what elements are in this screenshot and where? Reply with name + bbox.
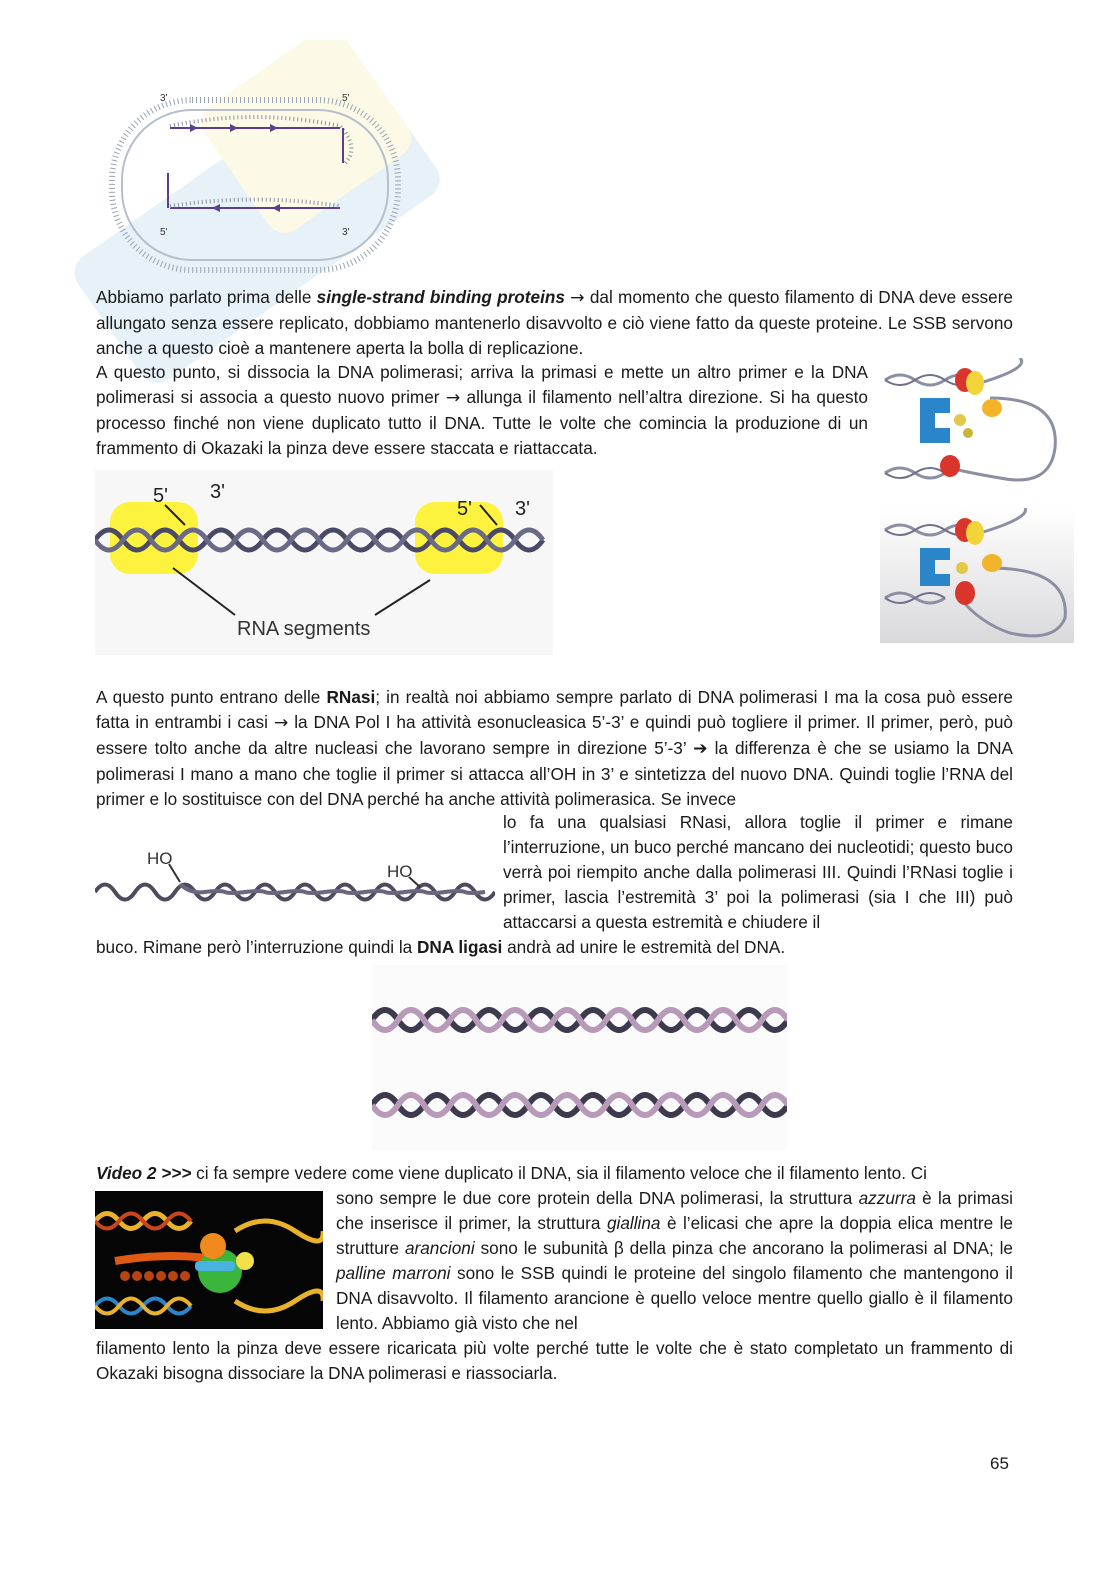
paragraph-rnasi-continuation: lo fa una qualsiasi RNasi, allora toglie il primer e rimane l’interruzione, un buco perché mancano dei nucleotidi; questo buco verrà poi riempito anche dalla polimerasi III. Quindi l’RNasi toglie i primer, lascia l’estremità 3’ poi la polimerasi (sia I che III) può attaccarsi a questa estremità e chiudere il xyxy=(503,812,1013,932)
rna-label-3b: 3' xyxy=(515,498,530,520)
bubble-label-5a: 5' xyxy=(342,93,350,104)
bubble-label-3a: 3' xyxy=(160,93,168,104)
arrow-icon: → xyxy=(445,388,461,408)
dna-double-helix-figure xyxy=(372,965,787,1150)
replisome-figure-top xyxy=(880,358,1070,493)
bubble-label-5b: 5' xyxy=(160,227,168,238)
paragraph-rnasi: A questo punto entrano delle RNasi; in realtà noi abbiamo sempre parlato di DNA polimerasi I ma la cosa può essere fatta in entrambi i casi → la DNA Pol I ha attività esonucleasica 5’-3’ e quindi può togliere il primer. Il primer, però, può essere tolto anche da altre nucleasi che lavorano sempre in direzione 5’-3’ ➔ la differenza è che se usiamo la DNA polimerasi I mano a mano che toglie il primer si attacca all’OH in 3’ e sintetizza del nuovo DNA. Quindi toglie l’RNA del primer e lo sostituisce con del DNA perché ha anche attività polimerasica. Se invece xyxy=(96,687,1013,809)
video-link-label: Video 2 >>> xyxy=(96,1163,192,1183)
ho-label-2: HO xyxy=(387,862,413,881)
ho-label-1: HO xyxy=(147,849,173,868)
ligasi-term: DNA ligasi xyxy=(417,937,503,957)
replisome-figure-bottom xyxy=(880,508,1074,643)
paragraph-video-description: sono sempre le due core protein della DNA polimerasi, la struttura azzurra è la primasi che inserisce il primer, la struttura giallina è l’elicasi che apre la doppia elica mentre le strutture arancioni sono le subunità β della pinza che ancorano la polimerasi al DNA; le palline marroni sono le SSB quindi le proteine del singolo filamento che mantengono il DNA disavvolto. Il filamento arancione è quello veloce mentre quello giallo è il filamento lento. Abbiamo già visto che nel xyxy=(336,1188,1013,1333)
replication-bubble-figure xyxy=(100,88,410,283)
arrow-icon: → xyxy=(570,288,585,308)
page-number: 65 xyxy=(990,1454,1009,1473)
rnasi-term: RNasi xyxy=(326,687,376,707)
paragraph-ligasi: buco. Rimane però l’interruzione quindi la DNA ligasi andrà ad unire le estremità del DNA. xyxy=(96,937,786,957)
video-still-image xyxy=(95,1191,323,1329)
rna-label-5b: 5' xyxy=(457,498,472,520)
paragraph-ssb: Abbiamo parlato prima delle single-strand binding proteins → dal momento che questo filamento di DNA deve essere allungato senza essere replicato, dobbiamo mantenerlo disavvolto e ciò viene fatto da queste proteine. Le SSB servono anche a questo cioè a mantenere aperta la bolla di replicazione. xyxy=(96,287,1013,358)
rna-label-3a: 3' xyxy=(210,481,225,503)
arrow-icon: → xyxy=(273,713,289,733)
ho-gap-figure xyxy=(95,842,495,917)
paragraph-primase: A questo punto, si dissocia la DNA polimerasi; arriva la primasi e mette un altro primer e la DNA polimerasi si associa a questo nuovo primer → allunga il filamento nell’altra direzione. Si ha questo processo finché non viene duplicato tutto il DNA. Tutte le volte che comincia la produzione di un frammento di Okazaki la pinza deve essere staccata e riattaccata. xyxy=(96,362,868,458)
paragraph-lagging-strand: filamento lento la pinza deve essere ricaricata più volte perché tutte le volte che è stato completato un frammento di Okazaki bisogna dissociare la DNA polimerasi e riassociarla. xyxy=(96,1338,1013,1383)
rna-segments-caption: RNA segments xyxy=(237,618,371,640)
paragraph-video: Video 2 >>> ci fa sempre vedere come viene duplicato il DNA, sia il filamento veloce che il filamento lento. Ci xyxy=(96,1163,927,1183)
rna-segments-figure xyxy=(95,470,553,655)
rna-label-5a: 5' xyxy=(153,485,168,507)
ssb-term: single-strand binding proteins xyxy=(316,287,565,307)
bold-arrow-icon: ➔ xyxy=(693,739,708,759)
bubble-label-3b: 3' xyxy=(342,227,350,238)
